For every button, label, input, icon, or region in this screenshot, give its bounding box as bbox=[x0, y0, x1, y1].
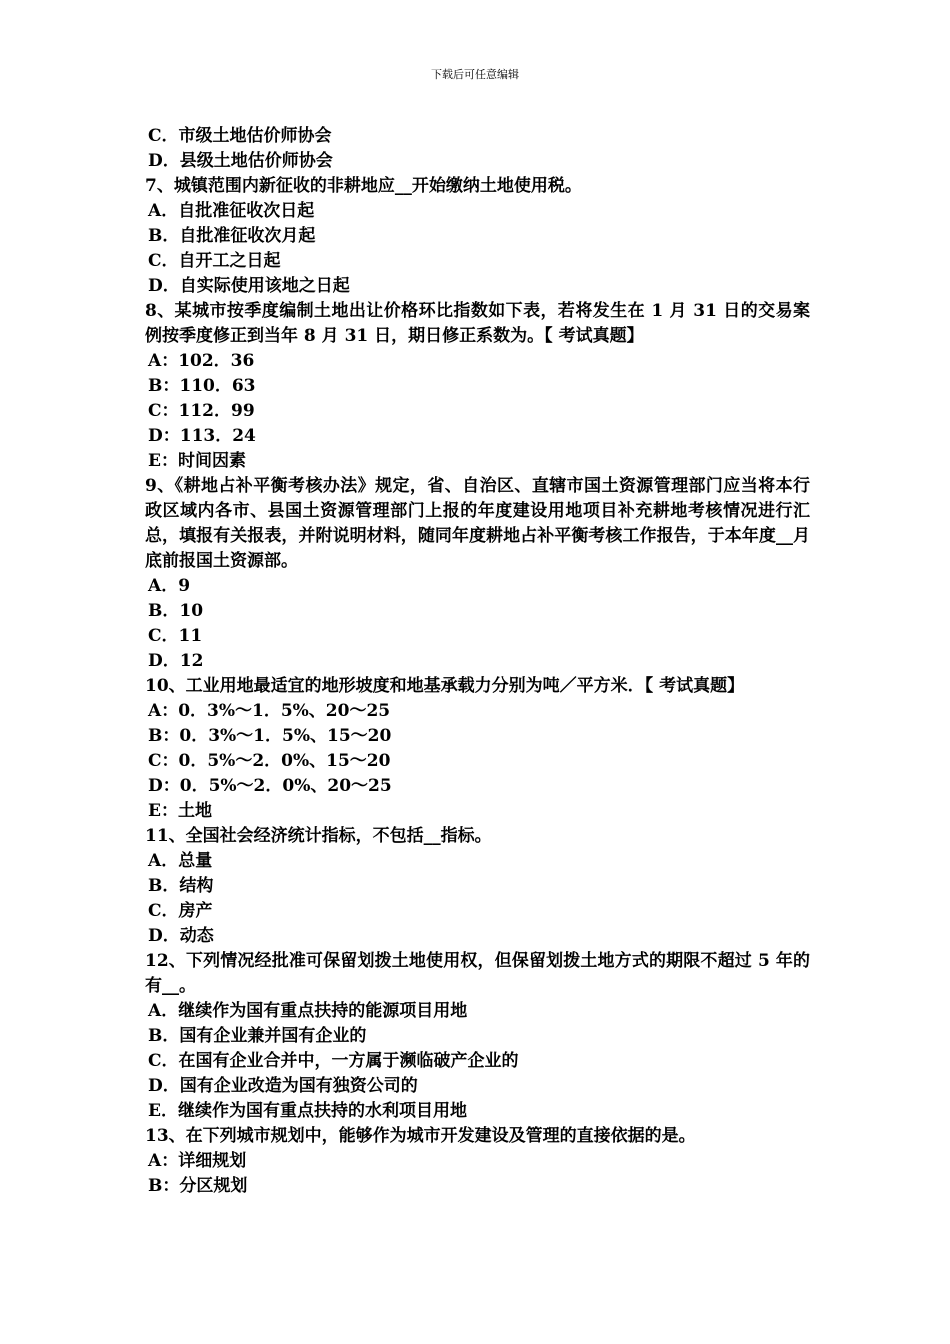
option-line: B．10 bbox=[148, 601, 204, 621]
option-line: C．房产 bbox=[148, 901, 213, 921]
option-line: E．继续作为国有重点扶持的水利项目用地 bbox=[148, 1101, 467, 1121]
option-line: E：土地 bbox=[148, 801, 212, 821]
option-line: A：102．36 bbox=[148, 351, 255, 371]
option-line: A：0．3%～1．5%、20～25 bbox=[148, 701, 391, 721]
option-line: B：0．3%～1．5%、15～20 bbox=[148, 726, 392, 746]
option-line: A．9 bbox=[148, 576, 191, 596]
option-line: A．自批准征收次日起 bbox=[148, 201, 315, 221]
option-line: D．动态 bbox=[148, 926, 214, 946]
option-line: A：详细规划 bbox=[148, 1151, 247, 1171]
option-line: D．12 bbox=[148, 651, 204, 671]
question-line: 12、下列情况经批准可保留划拨土地使用权，但保留划拨土地方式的期限不超过 5 年的有__。 bbox=[145, 951, 810, 996]
option-line: D．自实际使用该地之日起 bbox=[148, 276, 350, 296]
question-line: 10、工业用地最适宜的地形坡度和地基承载力分别为吨／平方米．【 考试真题】 bbox=[145, 676, 745, 696]
question-line: 13、在下列城市规划中，能够作为城市开发建设及管理的直接依据的是。 bbox=[145, 1126, 696, 1146]
option-line: C．市级土地估价师协会 bbox=[148, 126, 332, 146]
question-line: 9、《耕地占补平衡考核办法》规定，省、自治区、直辖市国土资源管理部门应当将本行政区域内各市、县国土资源管理部门上报的年度建设用地项目补充耕地考核情况进行汇总，填报有关报表，并附说明材料，随同年度耕地占补平衡考核工作报告，于本年度__月底前报国土资源部。 bbox=[145, 476, 810, 571]
option-line: B：110．63 bbox=[148, 376, 256, 396]
option-line: A．总量 bbox=[148, 851, 213, 871]
option-line: A．继续作为国有重点扶持的能源项目用地 bbox=[148, 1001, 468, 1021]
question-line: 8、某城市按季度编制土地出让价格环比指数如下表，若将发生在 1 月 31 日的交易案例按季度修正到当年 8 月 31 日，期日修正系数为。【 考试真题】 bbox=[145, 301, 810, 346]
option-line: D．国有企业改造为国有独资公司的 bbox=[148, 1076, 418, 1096]
option-line: D：113．24 bbox=[148, 426, 256, 446]
option-line: C．在国有企业合并中，一方属于濒临破产企业的 bbox=[148, 1051, 519, 1071]
document-body bbox=[145, 124, 810, 1199]
option-line: C：0．5%～2．0%、15～20 bbox=[148, 751, 391, 771]
option-line: B．国有企业兼并国有企业的 bbox=[148, 1026, 367, 1046]
option-line: B．结构 bbox=[148, 876, 214, 896]
question-line: 11、全国社会经济统计指标，不包括__指标。 bbox=[145, 826, 492, 846]
option-line: D．县级土地估价师协会 bbox=[148, 151, 333, 171]
question-line: 7、城镇范围内新征收的非耕地应__开始缴纳土地使用税。 bbox=[145, 176, 582, 196]
option-line: B．自批准征收次月起 bbox=[148, 226, 316, 246]
page-header: 下载后可任意编辑 bbox=[431, 68, 519, 81]
option-line: C．自开工之日起 bbox=[148, 251, 281, 271]
option-line: C：112．99 bbox=[148, 401, 255, 421]
option-line: C．11 bbox=[148, 626, 203, 646]
option-line: B：分区规划 bbox=[148, 1176, 248, 1196]
option-line: E：时间因素 bbox=[148, 451, 246, 471]
option-line: D：0．5%～2．0%、20～25 bbox=[148, 776, 392, 796]
